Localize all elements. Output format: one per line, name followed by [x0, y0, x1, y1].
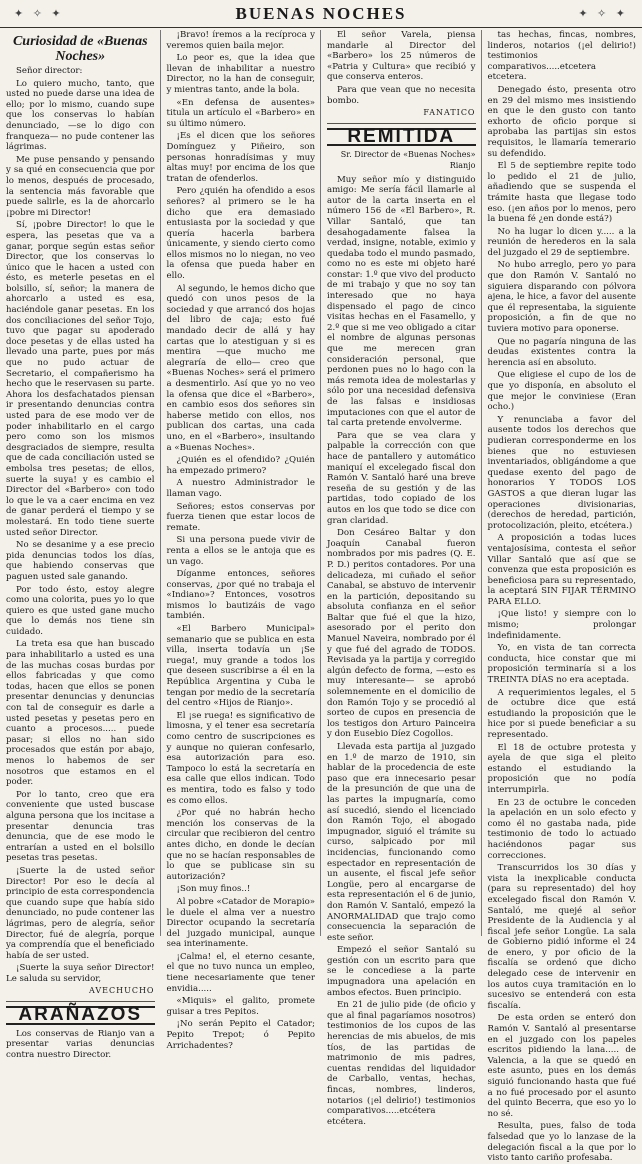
letter-address: Sr. Director de «Buenas Noches» Rianjo: [340, 150, 476, 170]
paragraph: Lo quiero mucho, tanto, que usted no puede darse una idea de ello; por lo mismo, cuando supe que los conservas lo habían denunciado, —se lo digo con franqueza— no pude contener las lágrimas.: [6, 78, 155, 153]
paragraph: La treta esa que han buscado para inhabilitarlo a usted es una de las muchas cosas burdas por ellos fabricadas y que como todas, hacen que ellos se ponen presentar denuncias y denuncias con tal de conseguir es darle a usted pesetas y pesetas pero en cuanto a procesos..... puede pasar; si ellos no han sido procesados que están por abajo, menos lo habemos de ser nosotros que estamos en el poder.: [6, 639, 155, 788]
column-1-body: [6, 79, 155, 985]
divider: [6, 1001, 155, 1002]
paragraph: El 5 de septiembre repite todo lo pedido el 21 de julio, añadiendo que se suspenda el trámite hasta que llegase todo eso. (¡en años por lo menos, pero la buena fé ¿en donde está?): [487, 161, 636, 225]
paragraph: El ¡se ruega! es significativo de limosna, y el tener esa secretaría como centro de suscripciones es y aunque no quieran confesarlo, esa autorización para eso. Tampoco lo está la secretaría en esa calle que ellos indican. Todo es mentira, todo es falso y todo es como ellos.: [166, 710, 315, 806]
paragraph: Señores; estos conservas por fuerza tienen que estar locos de remate.: [166, 501, 315, 533]
paragraph: «El Barbero Municipal» semanario que se publica en esta villa, inserta todavía un ¡Se ruega!, muy grande a todos los que deseen suscribirse a él en la República Argentina y Cuba le tengan por medio de la secretaría del centro «Hijos de Rianjo».: [166, 624, 315, 709]
headline-remitida: REMITIDA: [327, 128, 476, 147]
paragraph: No ha lugar lo dicen y..... a la reunión de herederos en la sala del juzgado el 29 de septiembre.: [487, 226, 636, 258]
paragraph: Muy señor mío y distinguido amigo: Me sería fácil llamarle al autor de la carta inserta en el número 156 de «El Barbero», R. Villar Santaló, que tan desahogadamente falsea la verdad, insigne, notable, eximio y quedaba todo el mundo pasmado, como no es este mi objeto haré constar: 1.º que vivo del producto de mi trabajo y que no soy tan interesado que no haya dispensado el pago de cinco visitas hechas en el Fasamello, y 2.º que si me veo obligado a citar el nombre de algunas personas que me merecen gran consideración personal, que perdonen pues no lo hago con la más remota idea de molestarlas y sólo por una necesidad defensiva de las falsas e insidiosas imputaciones con que el autor de tal carta pretende envolverme.: [327, 174, 476, 429]
paragraph: Díganme entonces, señores conservas, ¿por qué no trabaja el «Indiano»? Entonces, vosotros mismos lo bautizáis de vago también.: [166, 569, 315, 622]
paragraph: Don Cesáreo Baltar y don Joaquín Canabal fueron nombrados por mis padres (Q. E. P. D.) peritos contadores. Por una delicadeza, mi cuñado el señor Canabal, se abstuvo de intervenir en la partición, depositando su absoluta confianza en el señor Baltar que fué el que la hizo, asesorado por el perito don Manuel Naveira, nombrado por él y que fué del agrado de TODOS. Revisada ya la partija y corregido algún defecto de forma, —esto es muy interesante— se aprobó solemnemente en el domicilio de don Ramón Tojo y se procedió al sorteo de cupos en presencia de los testigos don Arturo Painceira y don Eusebio Díez Cogollos.: [327, 528, 476, 740]
paragraph: ¡Bravo! íremos a la recíproca y veremos quien baila mejor.: [166, 30, 315, 51]
paragraph: «Miquis» el galito, promete guisar a tres Pepitos.: [166, 996, 315, 1017]
paragraph: Al segundo, le hemos dicho que quedó con unos pesos de la sociedad y que arrancó dos hojas del libro de caja; esto fué mandado decir de allá y hay cartas que lo atestiguan y si es mentira —que mucho me alegraría de ello— creo que «Buenas Noches» será el primero a desmentirlo. Así que yo no veo la ofensa que dice el «Barbero», en cambio esos dos señores sin haberse metido con ellos, nos publican dos cartas, una cada uno, en el «Barbero», insultando a «Buenas Noches».: [166, 283, 315, 453]
paragraph: tas hechas, fincas, nombres, linderos, notarios (¡el delirio!) testimonios comparativos.....etcetera etcetera.: [487, 30, 636, 83]
paragraph: No se desanime y a ese precio pida denuncias todos los días, que habiendo conservas que paguen usted sale ganando.: [6, 540, 155, 582]
paragraph: ¿Quién es el ofendido? ¿Quién ha empezado primero?: [166, 455, 315, 476]
paragraph: Me puse pensando y pensando y sa qué en consecuencia que por lo menos, después de procesado, la sentencia más favorable que puede salirle, es la de ahorcarlo ¡pobre mi Director!: [6, 154, 155, 218]
paragraph: Por lo tanto, creo que era conveniente que usted buscase alguna persona que los incitase a presentar denuncia tras denuncia, que de ese modo le entrarían a usted en el bolsillo pesetas tras pesetas.: [6, 789, 155, 864]
paragraph: Denegado ésto, presenta otro en 29 del mismo mes insistiendo en que le den gusto con tanto exhorto de oficio porque si aprobaba las partijas sin estos requisitos, le llamaría temerario su defendido.: [487, 84, 636, 159]
paragraph: Que no pagaría ninguna de las deudas existentes contra la herencia así en absoluto.: [487, 336, 636, 368]
paragraph: ¡Calma! el, el eterno cesante, el que no tuvo nunca un empleo, tiene necesariamente que tener envidia.....: [166, 951, 315, 994]
paragraph: El señor Varela, piensa mandarle al Director del «Barbero» los 25 números de «Patria y Cultura» que recibió y que conserva enteros.: [327, 30, 476, 83]
paragraph: Transcurridos los 30 días y vista la inexplicable conducta (para su representado) del hoy excelegado fiscal don Ramón V. Santaló, me quejé al señor Presidente de la Audiencia y al fiscal jefe señor Longüe. La sala de Gobierno pidió informe el 24 de enero, y por oficio de la fiscalía se ordenó que dicho delegado cese de intervenir en los autos cuya tramitación en lo sucesivo se entenderá con esta fiscalía.: [487, 863, 636, 1011]
aranazos-text: Los conservas de Rianjo van a presentar varias denuncias contra nuestro Director.: [6, 1028, 155, 1060]
paragraph: A proposición a todas luces ventajosísima, contesta el señor Villar Santaló que así que se convenza que esta proposición es beneficiosa para su representado, la aceptará SIN FIJAR TÉRMINO PARA ELLO.: [487, 533, 636, 607]
paragraph: Lo peor es, que la idea que llevan de inhabilitar a nuestro Director, no la han de conseguir, y mientras tanto, ande la bola.: [166, 53, 315, 95]
signature-avechucho: AVECHUCHO: [89, 986, 155, 996]
paragraph: Y renunciaba a favor del ausente todos los derechos que pudieran corresponderme en los bienes que no estuviesen inventariados, obligándome a que quedase exento del pago de honorarios Y TODOS LOS GASTOS a que dieran lugar las operaciones divisionarias, (derechos de heredad, partición, protocolización, pleito, etcétera.): [487, 414, 636, 531]
columns: [6, 30, 636, 1164]
masthead: [0, 0, 642, 28]
headline-aranazos: ARAÑAZOS: [6, 1006, 155, 1025]
paragraph: «En defensa de ausentes» titula un artículo el «Barbero» en su último número.: [166, 97, 315, 129]
column-3-intro: [327, 30, 476, 106]
paragraph: ¿Por qué no habrán hecho mención los conservas de la circular que recibieron del centro antes dicho, en donde le decían que no se hacían responsables de lo que se publicase sin su autorización?: [166, 808, 315, 882]
paragraph: ¡Suerte la suya señor Director! Le saluda su servidor,: [6, 963, 155, 984]
right-ornament: ✦ ✧ ✦: [578, 7, 628, 20]
masthead-title: BUENAS NOCHES: [235, 3, 407, 23]
column-2-body: [167, 30, 316, 1051]
column-3: [327, 30, 482, 1127]
divider: [327, 123, 476, 124]
paragraph: Sí, ¡pobre Director! lo que le espera, las pesetas que va a ganar, porque según estas señor Director, que los conservas lo único que le hacen a usted con ésto, es meterle pesetas en el bolsillo, sí, señor; la manera de ahorcarlo a usted es esa, haciéndole ganar pesetas. En los dos conciliaciones del señor Tojo, tuvo que pagar su apoderado doce pesetas y de ellas usted ha llevado una parte, pues por más que no pudo actuar de Secretario, el compañerismo ha hecho que le reservasen su parte. Ahora los desfachatados piensan ir presentando denuncias contra usted para de ese modo ver de poder inhabilitarlo en el cargo pero como son los mismos desgraciados de siempre, resulta que de cada conciliación usted se embolsa tres pesetas; de ellos, suerte la suya! y es cambio el Director del «Barbero» con todo lo que le va a caer encima en vez de ganar perderá el tiempo y se molestará. En todo tiene suerte usted señor Director.: [6, 220, 155, 538]
paragraph: En 21 de julio pide (de oficio y que al final pagaríamos nosotros) testimonios de los cupos de las herencias de mis abuelos, de mis tíos, de las partidas de matrimonio de mis padres, cuentas rendidas del liquidador de Carballo, ventas, hechas, fincas, nombres, linderos, notarios (¡el delirio!) testimonios comparativos.....etcétera etcétera.: [327, 1000, 476, 1127]
paragraph: ¡Es el dicen que los señores Domínguez y Piñeiro, son personas honradísimas y muy altas muy! por encima de los que tratan de ofenderlos.: [166, 131, 315, 184]
paragraph: Al pobre «Catador de Morapio» le duele el alma ver a nuestro Director ocupando la secretaría del juzgado municipal, aunque sea interinamente.: [166, 896, 315, 950]
column-4: [487, 30, 637, 1164]
paragraph: Llevada esta partija al juzgado en 1.º de marzo de 1910, sin hablar de la procedencia de este paso que era innecesario pesar de la presunción de que una de las partes la impugnaría, como así sucedió, siendo el licenciado don Ramón Tojo, el abogado impugnador, siguió el trámite su curso, salpicado por mil incidencias, funcionando como espectador en representación de un ausente, el fiscal jefe señor Longüe, pero al encargarse de esta representación el 6 de junio, don Ramón V. Santaló, empezó la ANORMALIDAD que trajo como consecuencia la separación de este señor.: [327, 742, 476, 943]
paragraph: En 23 de octubre le conceden la apelación en un solo efecto y como él no gastaba nada, pide testimonio de todo lo actuado haciéndonos pagar sus correcciones.: [487, 797, 636, 861]
paragraph: Resulta, pues, falso de toda falsedad que yo lo lanzase de la delegación fiscal a la que por lo visto tanto cariño profesaba.: [487, 1121, 636, 1164]
paragraph: Yo, en vista de tan correcta conducta, hice constar que mi proposición terminaría si a los TREINTA DÍAS no era aceptada.: [487, 643, 636, 686]
paragraph: El 18 de octubre protesta y ayela de que siga el pleito estando el estudiando la proposición que no podía interrumpirla.: [487, 742, 636, 795]
paragraph: A nuestro Administrador le llaman vago.: [166, 478, 315, 499]
left-ornament: ✦ ✧ ✦: [14, 7, 64, 20]
paragraph: A requerimientos legales, el 5 de octubre dice que está estudiando la proposición que le hice por si puede beneficiar a su representado.: [487, 687, 636, 740]
column-3-body: [327, 175, 476, 1128]
paragraph: Empezó el señor Santaló su gestión con un escrito para que se le concediese a la parte impugnadora una apelación en ambos efectos. Buen principio.: [327, 945, 476, 998]
signature-fanatico: FANATICO: [423, 108, 476, 118]
paragraph: No hubo arreglo, pero yo para que don Ramón V. Santaló no siguiera disparando con pólvora ajena, le hice, a favor del ausente que él representaba, la siguiente proposición, a fin de que no tuviera motivo para oponerse.: [487, 260, 636, 335]
paragraph: Que eligiese el cupo de los de que yo disponía, en absoluto el que mejor le conviniese (Eran ocho.): [487, 370, 636, 413]
column-2: [166, 30, 322, 1051]
salutation: Señor director:: [16, 66, 83, 76]
paragraph: De esta orden se enteró don Ramón V. Santaló al presentarse en el juzgado con los papeles escritos pidiendo la lana..... de Valencia, a la que se quedó en este asunto, pues en los demás siguió funcionando hasta que fué a no fué procesado por el asunto del quinto Becerra, que eso yo lo no sé.: [487, 1013, 636, 1119]
paragraph: ¡No serán Pepito el Catador; Pepito Trepot; ó Pepito Arrichadentes?: [166, 1019, 315, 1051]
paragraph: Para que vean que no necesita bombo.: [327, 84, 476, 106]
column-1: [6, 30, 161, 1060]
paragraph: Por todo ésto, estoy alegre como una colorita, pues yo lo que quiero es que usted gane mucho que lo demás nos tiene sin cuidado.: [6, 584, 155, 637]
paragraph: ¡Son muy finos..!: [176, 884, 251, 895]
column-4-body: [488, 30, 637, 1164]
paragraph: Para que se vea clara y palpable la corrección con que hace de pantallero y automático maniquí el excelegado fiscal don Ramón V. Santaló haré una breve reseña de su gestión y de las partidas, todo copiado de los autos en los que todo se dice con gran claridad.: [327, 430, 476, 526]
paragraph: ¡Suerte la de usted señor Director! Por eso le decía al principio de esta correspondencia que cuando supe que había sido denunciado, no pude contener las lágrimas, pero de alegría, señor Director, fué de alegría, porque ya comprendía que el beneficiado había de ser usted.: [6, 865, 155, 961]
headline-curiosidad: Curiosidad de «Buenas Noches»: [12, 34, 148, 64]
paragraph: Pero ¿quién ha ofendido a esos señores? al primero se le ha dicho que era demasiado entusiasta por la sociedad y que quería hacerla barbera únicamente, y siendo cierto como ellos mismos no lo niegan, no veo la ofensa que pueda haber en ello.: [166, 186, 315, 282]
paragraph: Si una persona puede vivir de renta a ellos se le antoja que es un vago.: [166, 535, 315, 567]
paragraph: ¡Que listo! y siempre con lo mismo; prolongar indefinidamente.: [487, 609, 636, 641]
